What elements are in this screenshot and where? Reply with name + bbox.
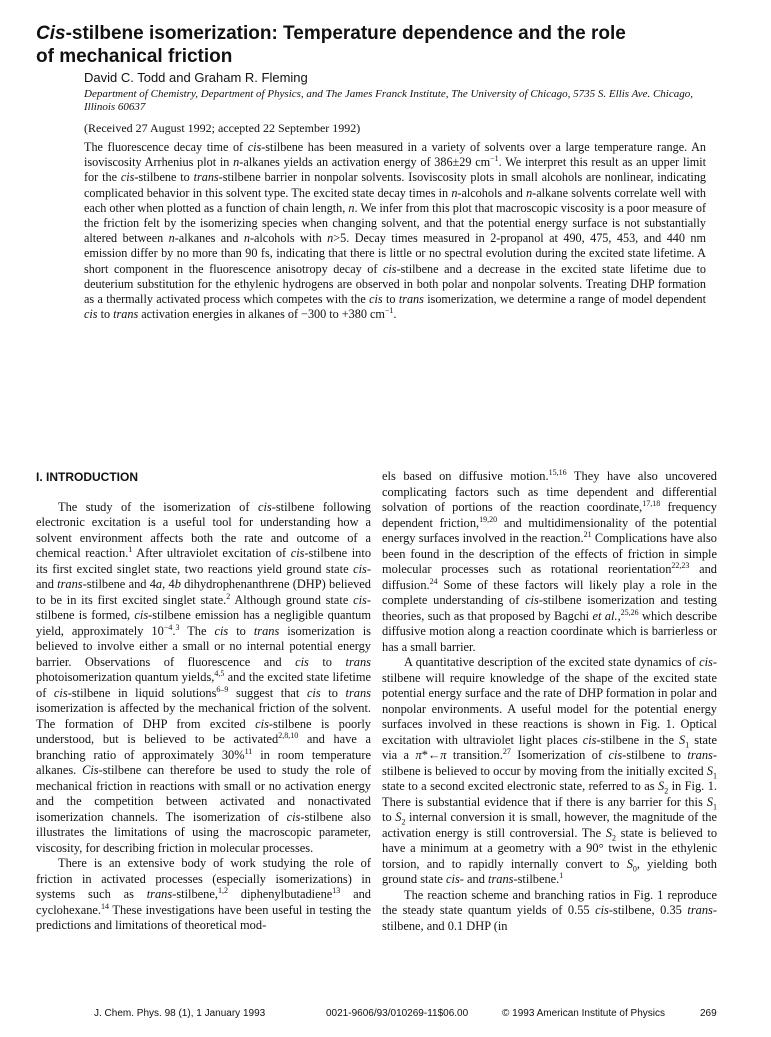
footer-code: 0021-9606/93/010269-11$06.00 [326, 1008, 469, 1019]
affiliation: Department of Chemistry, Department of Physics, and The James Franck Institute, The University of Chicago, 5735 S. Ellis Ave. Chicago, Illinois 60637 [84, 88, 693, 113]
footer-page-number: 269 [700, 1008, 717, 1019]
paragraph: The reaction scheme and branching ratios in Fig. 1 reproduce the steady state quantum yields of 0.55 cis-stilbene, 0.35 trans-stilbene, and 0.1 DHP (in [382, 887, 717, 933]
right-column [382, 469, 717, 934]
authors: David C. Todd and Graham R. Fleming [84, 70, 308, 85]
paragraph: els based on diffusive motion.$^{15,16}$ They have also uncovered complicating factors such as time dependent and differential solvation of portions of the reaction coordinate,$^{17,18}$ frequency dependent friction,$^{19,20}$ and multidimensionality of the potential energy surfaces involved in the reaction.$^{21}$ Complications have also been found in the description of the effects of friction in simple molecular processes such as rotational reorientation$^{22,23}$ and diffusion.$^{24}$ Some of these factors will likely play a role in the complete understanding of cis-stilbene isomerization and testing theories, such as that proposed by Bagchi et al.,$^{25,26}$ which describe diffusive motion along a reaction coordinate which is barrierless or has a small barrier. [382, 467, 717, 654]
title-line-2: of mechanical friction [36, 46, 233, 67]
left-column [36, 460, 371, 934]
paragraph: There is an extensive body of work studying the role of friction in activated processes (especially isomerizations) in systems such as trans-stilbene,$^{1,2}$ diphenylbutadiene$^{13}$ and cyclohexane.$^{14}$ These investigations have been useful in testing the predictions and limitations of theoretical mod- [36, 856, 371, 932]
paragraph: The study of the isomerization of cis-stilbene following electronic excitation is a useful tool for understanding how a solvent environment affects both the rate and outcome of a chemical reaction.$^1$ After ultraviolet excitation of cis-stilbene into its first excited singlet state, two reactions yield ground state cis- and trans-stilbene and 4a, 4b dihydrophenanthrene (DHP) believed to be in its first excited singlet state.$^2$ Although ground state cis-stilbene is formed, cis-stilbene emission has a negligible quantum yield, approximately $10^{-4}.^3$ The cis to trans isomerization is believed to involve either a small or no internal potential energy barrier. Observations of fluorescence and cis to trans photoisomerization quantum yields,$^{4,5}$ and the excited state lifetime of cis-stilbene in liquid solutions$^{6-9}$ suggest that cis to trans isomerization is affected by the mechanical friction of the solvent. The formation of DHP from excited cis-stilbene is poorly understood, but is believed to be activated$^{2,8,10}$ and have a branching ratio of approximately 30%$^{11}$ in room temperature alkanes. Cis-stilbene can therefore be used to study the role of mechanical friction in reactions with small or no activation energy and the competition between activated and nonactivated isomerization channels. The isomerization of cis-stilbene also illustrates the limitations of using the macroscopic parameter, viscosity, for describing friction in molecular processes. [36, 499, 372, 855]
footer-copyright: © 1993 American Institute of Physics [502, 1008, 666, 1019]
footer-journal: J. Chem. Phys. 98 (1), 1 January 1993 [94, 1008, 266, 1019]
title-line-1: -stilbene isomerization: Temperature dependence and the role [65, 23, 626, 44]
paragraph: A quantitative description of the excited state dynamics of cis-stilbene will require knowledge of the shape of the excited state potential energy surface and the rate of DHP formation in polar and nonpolar environments. A useful model for the potential energy surfaces involved in these reactions is shown in Fig. 1. Optical excitation with ultraviolet light places cis-stilbene in the $S_1$ state via a π*←π transition.$^{27}$ Isomerization of cis-stilbene to trans-stilbene is believed to occur by moving from the initially excited $S_1$ state to a second excited electronic state, referred to as $S_2$ in Fig. 1. There is substantial evidence that if there is any barrier for this $S_1$ to $S_2$ internal conversion it is small, however, the magnitude of the activation energy is still controversial. The $S_2$ state is believed to have a minimum at a geometry with a 90° twist in the ethylenic torsion, and to rapidly internally convert to $S_0$, yielding both ground state cis- and trans-stilbene.$^1$ [382, 655, 718, 886]
abstract: The fluorescence decay time of cis-stilbene has been measured in a variety of solvents over a large temperature range. An isoviscosity Arrhenius plot in n-alkanes yields an activation energy of 386±29 $cm^{-1}$. We interpret this result as an upper limit for the cis-stilbene to trans-stilbene barrier in nonpolar solvents. Isoviscosity plots in small alcohols are nonlinear, indicating complicated behavior in this solvent type. The excited state decay times in n-alcohols and n-alkane solvents correlate well with each other when plotted as a function of chain length, n. We infer from this plot that macroscopic viscosity is a poor measure of the friction felt by the isomerizing species when changing solvent, and that the potential energy surface is not substantially altered between n-alkanes and n-alcohols with n>5. Decay times measured in 2-propanol at 490, 475, 453, and 440 nm emission differ by no more than 90 fs, indicating that there is little or no spectral evolution during the excited state lifetime. A short component in the fluorescence anisotropy decay of cis-stilbene and a decrease in the excited state lifetime due to deuterium substitution for the ethylenic hydrogens are observed in both polar and nonpolar solvents. Treating DHP formation as a thermally activated process which competes with the cis to trans isomerization, we determine a range of model dependent cis to trans activation energies in alkanes of −300 to +380 $cm^{-1}$. [84, 140, 707, 322]
title-italic: Cis [36, 23, 66, 44]
received-date: (Received 27 August 1992; accepted 22 September 1992) [84, 121, 361, 135]
article-title [36, 22, 736, 68]
section-heading: I. INTRODUCTION [36, 470, 138, 484]
